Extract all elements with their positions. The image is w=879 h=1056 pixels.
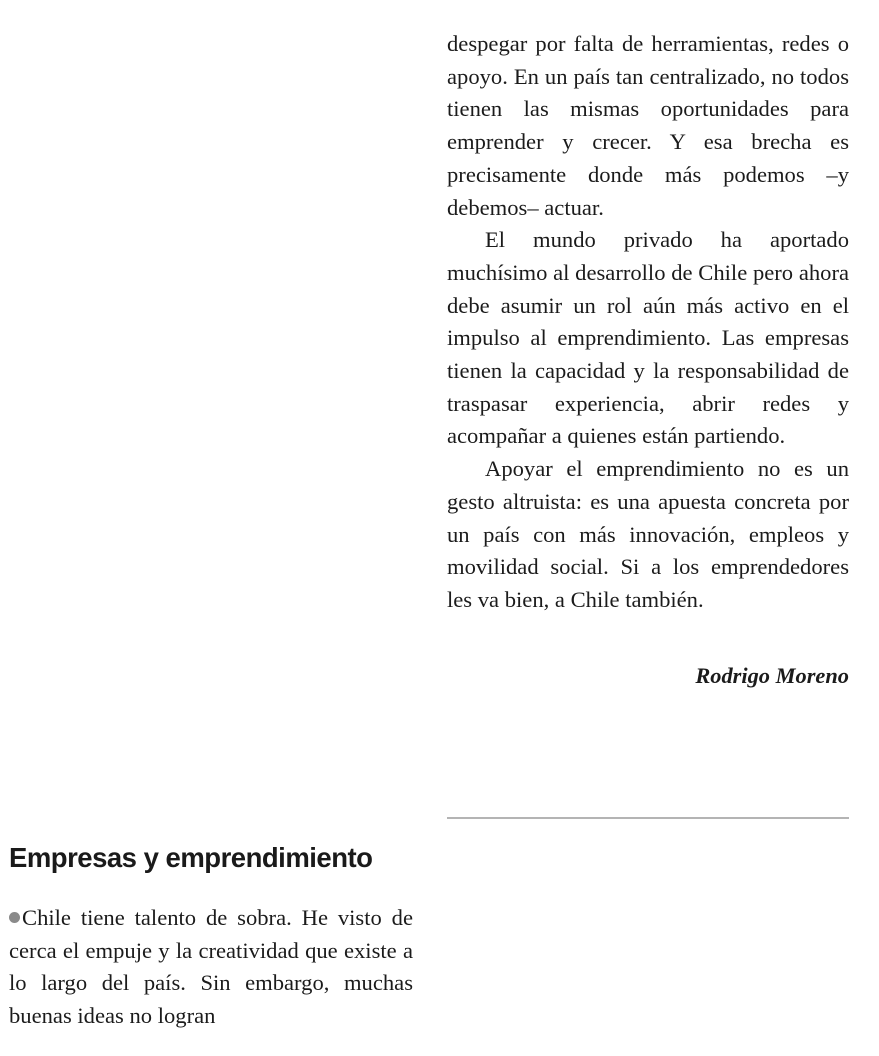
- letter-column: [9, 838, 413, 1032]
- letter-headline: Empresas y emprendimiento: [9, 842, 373, 873]
- paragraph: El mundo privado ha aportado muchísimo al desarrollo de Chile pero ahora debe asumir un rol aún más activo en el impulso al emprendimiento. Las empresas tienen la capacidad y la responsabilidad de traspasar experiencia, abrir redes y acompañar a quienes están partiendo.: [447, 227, 849, 449]
- bullet-icon: [9, 912, 20, 923]
- paragraph: Apoyar el emprendimiento no es un gesto altruista: es una apuesta concreta por un país con más innovación, empleos y movilidad social. Si a los emprendedores les va bien, a Chile también.: [447, 456, 849, 612]
- paragraph: [9, 902, 413, 1032]
- section-divider: [447, 817, 849, 819]
- paragraph-text: Chile tiene talento de sobra. He visto de cerca el empuje y la creatividad que existe a lo largo del país. Sin embargo, muchas buenas ideas no logran: [9, 905, 413, 1028]
- paragraph: despegar por falta de herramientas, redes o apoyo. En un país tan centralizado, no todos tienen las mismas oportunidades para emprender y crecer. Y esa brecha es precisamente donde más podemos –y debemos– actuar.: [447, 31, 849, 220]
- letter-continuation-column: [447, 28, 849, 691]
- author-signature: Rodrigo Moreno: [695, 662, 849, 688]
